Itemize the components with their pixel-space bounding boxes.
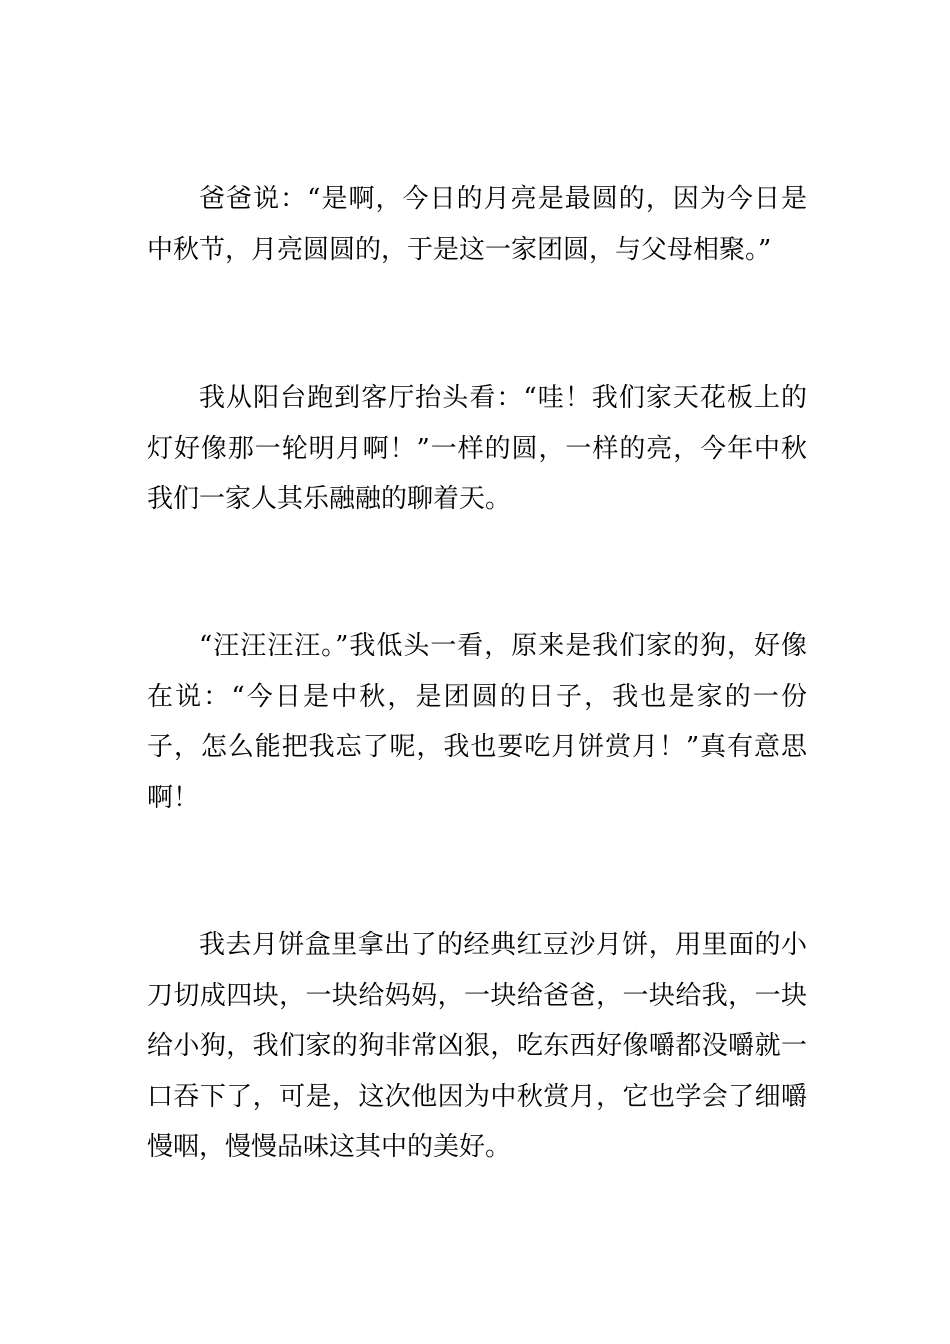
paragraph-4: 我去月饼盒里拿出了的经典红豆沙月饼，用里面的小刀切成四块，一块给妈妈，一块给爸爸，一块给我，一块给小狗，我们家的狗非常凶狠，吃东西好像嚼都没嚼就一口吞下了，可是，这次他因为中秋赏月，它也学会了细嚼慢咽，慢慢品味这其中的美好。	[147, 930, 807, 1162]
paragraph-1: 爸爸说：“是啊，今日的月亮是最圆的，因为今日是中秋节，月亮圆圆的，于是这一家团圆，与父母相聚。”	[147, 184, 807, 265]
paragraph-3: “汪汪汪汪。”我低头一看，原来是我们家的狗，好像在说：“今日是中秋，是团圆的日子，我也是家的一份子，怎么能把我忘了呢，我也要吃月饼赏月！”真有意思啊！	[147, 631, 807, 813]
paragraph-2: 我从阳台跑到客厅抬头看：“哇！我们家天花板上的灯好像那一轮明月啊！”一样的圆，一样的亮，今年中秋我们一家人其乐融融的聊着天。	[147, 383, 807, 514]
